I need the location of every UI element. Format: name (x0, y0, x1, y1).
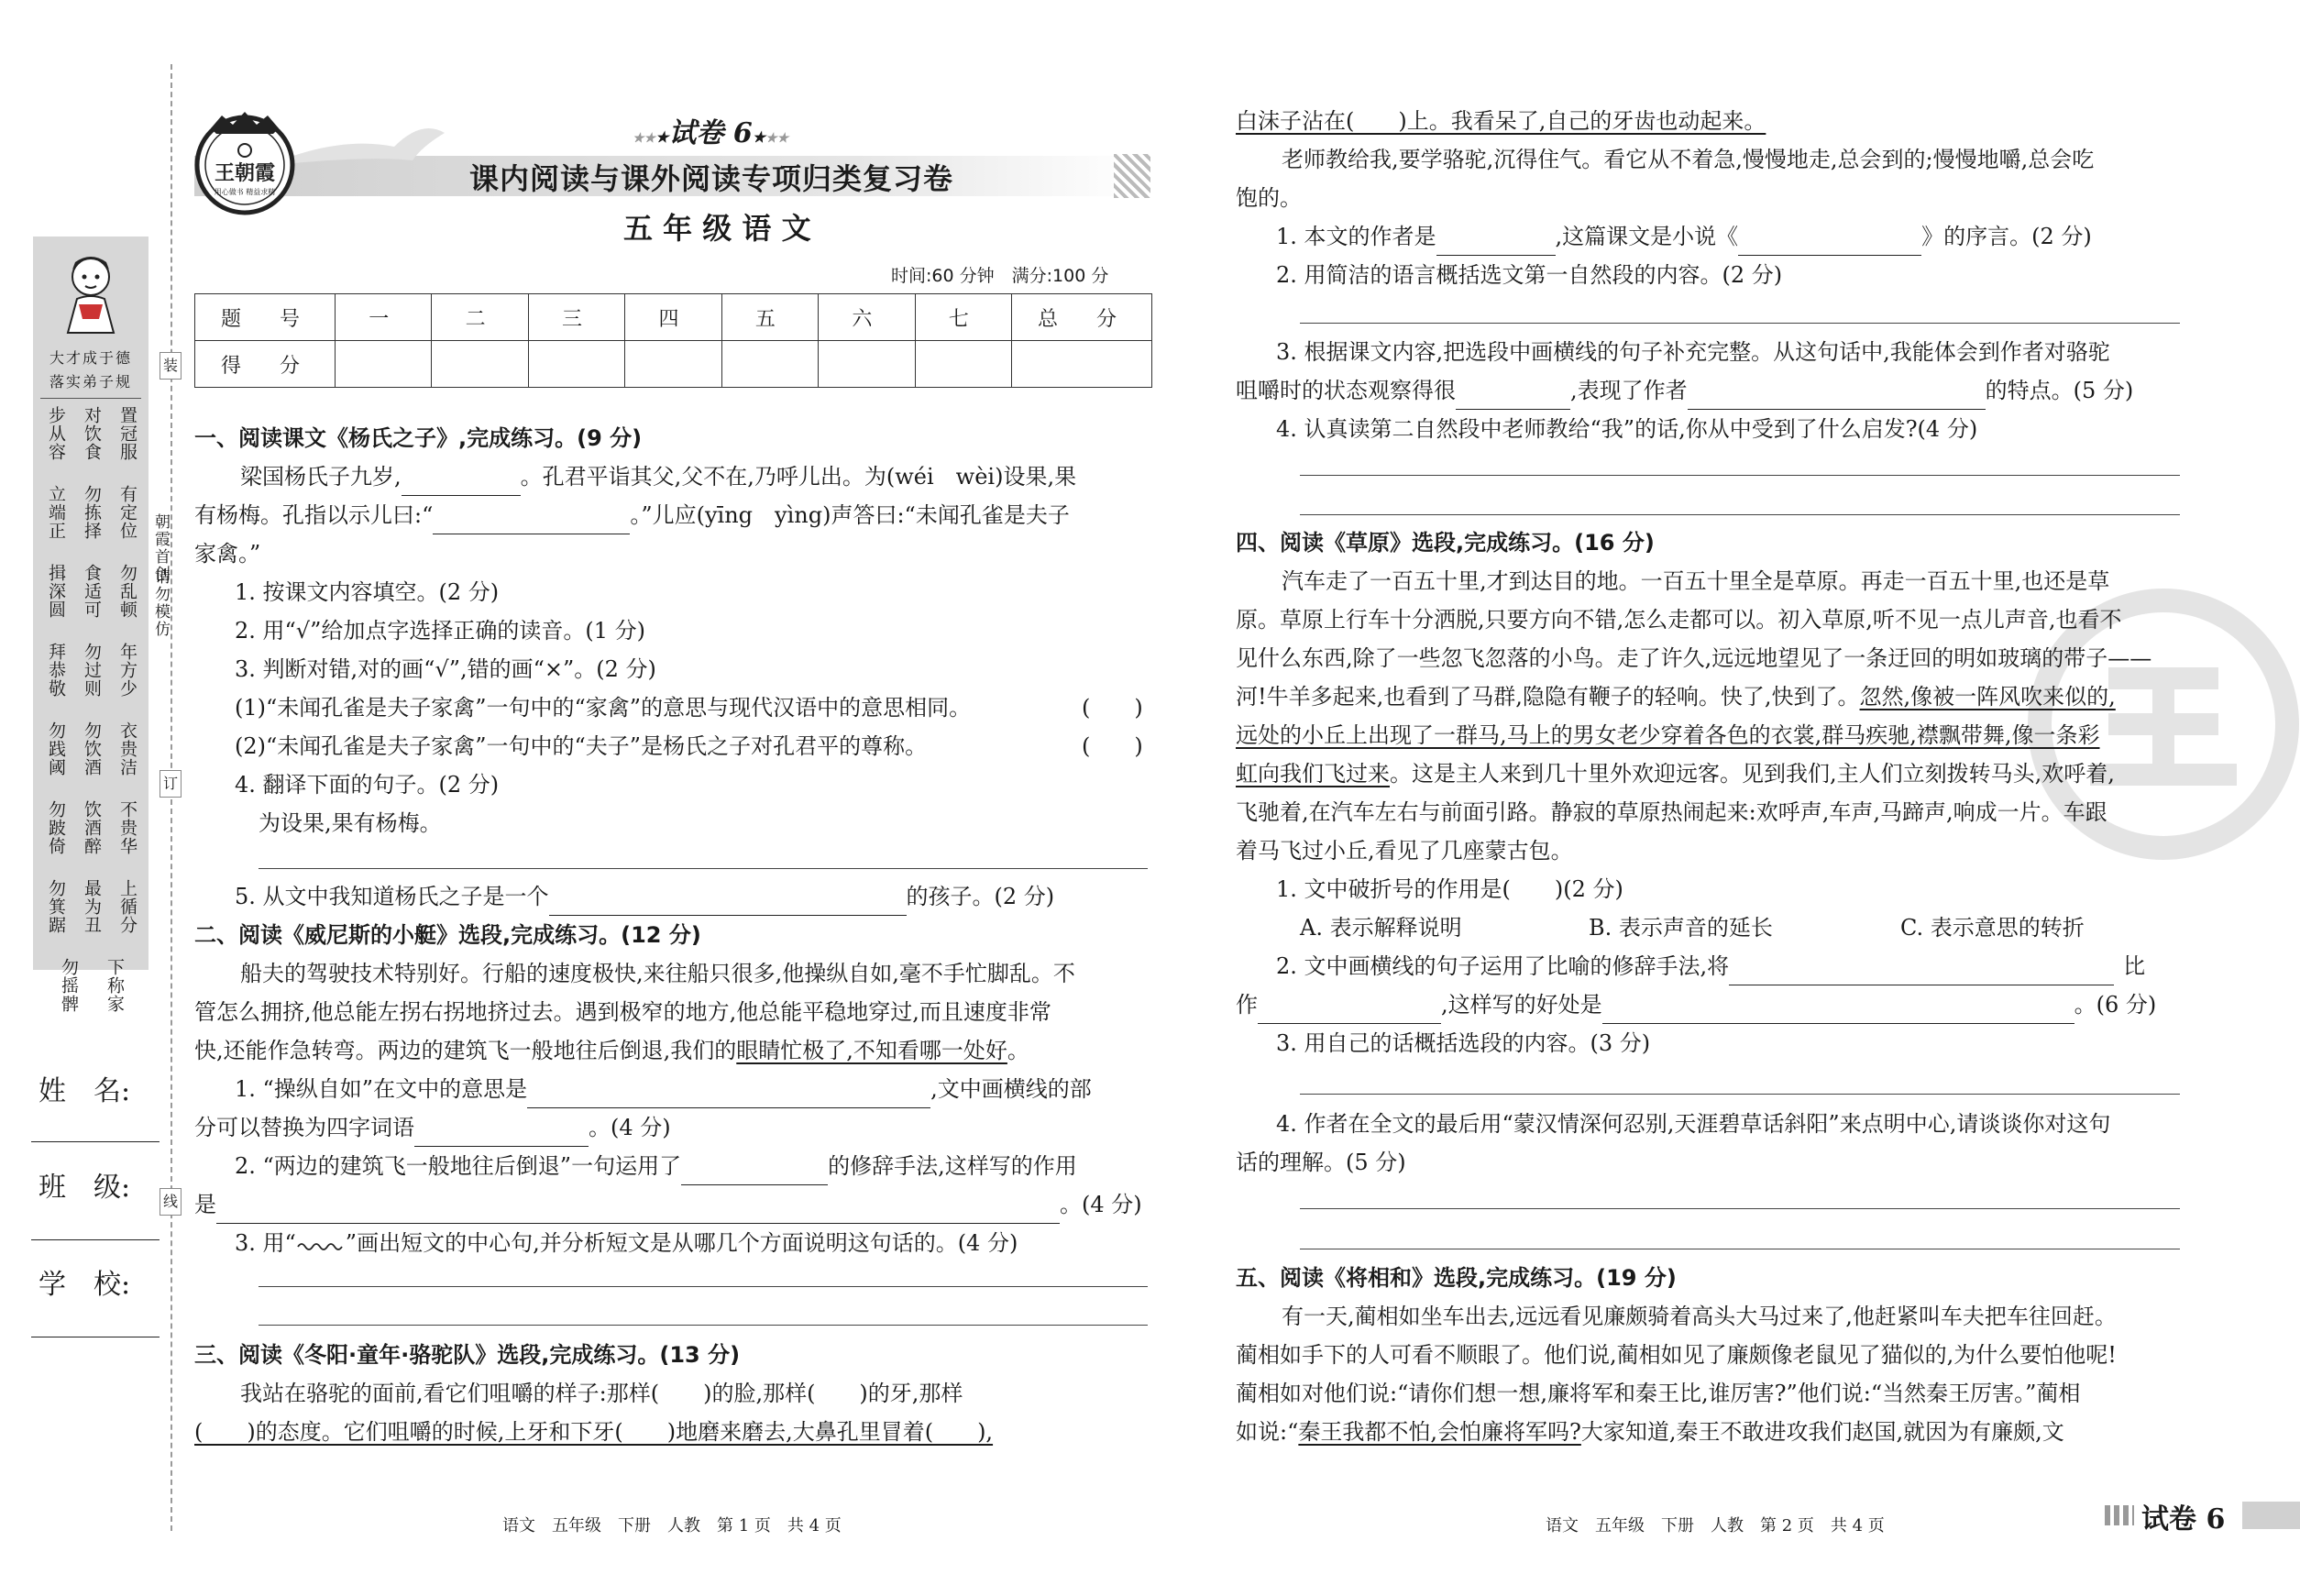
question-text: 5. 从文中我知道杨氏之子是一个 (235, 884, 549, 909)
sidebar-panel (33, 237, 149, 1013)
rule-text: 勿践阈 (46, 721, 66, 776)
sec3-q3: 3. 根据课文内容,把选段中画横线的句子补充完整。从这句话中,我能体会到作者对骆驼 (1276, 339, 2110, 365)
sec4-q3: 3. 用自己的话概括选段的内容。(3 分) (1276, 1030, 1651, 1056)
sec1-q2: 2. 用“√”给加点字选择正确的读音。(1 分) (235, 618, 645, 644)
passage-text: 大家知道,秦王不敢进攻我们赵国,就因为有廉颇,文 (1580, 1419, 2064, 1445)
sec1-q1: 1. 按课文内容填空。(2 分) (235, 579, 500, 605)
underlined-sentence: 白沫子沾在( )上。我看呆了,自己的牙齿也动起来。 (1236, 108, 1766, 134)
rule-text: 下称家 (105, 958, 125, 1013)
rule-text: 揖深圆 (46, 564, 66, 619)
question-text: 的孩子。(2 分) (906, 884, 1055, 909)
passage-text: 快,还能作急转弯。两边的建筑飞一般地往后倒退,我们的 (194, 1038, 737, 1063)
question-text: 2. 文中画横线的句子运用了比喻的修辞手法,将 (1276, 953, 1730, 979)
blank-field[interactable] (433, 506, 630, 534)
rule-text: 不贵华 (117, 800, 138, 855)
sec5-passage-line-1: 有一天,蔺相如坐车出去,远远看见廉颇骑着高头大马过来了,他赶紧叫车夫把车往回赶。 (1282, 1304, 2117, 1329)
answer-line[interactable] (259, 868, 1148, 869)
sec1-q3-item-1: (1)“未闻孔雀是夫子家禽”一句中的“家禽”的意思与现代汉语中的意思相同。 (235, 695, 972, 721)
blank-field[interactable] (1258, 996, 1441, 1024)
sec5-passage-line-3: 蔺相如对他们说:“请你们想一想,廉将军和秦王比,谁厉害?”他们说:“当然秦王厉害。”蔺相 (1236, 1381, 2081, 1406)
score-cell[interactable] (432, 341, 528, 388)
section-3-title: 三、阅读《冬阳·童年·骆驼队》选段,完成练习。(13 分) (194, 1342, 741, 1368)
question-text: 。(4 分) (589, 1115, 671, 1140)
score-cell[interactable] (625, 341, 721, 388)
sec4-q1: 1. 文中破折号的作用是( )(2 分) (1276, 876, 1623, 902)
score-header-cell: 七 (915, 294, 1011, 341)
sec1-q3-item-2: (2)“未闻孔雀是夫子家禽”一句中的“夫子”是杨氏之子对孔君平的尊称。 (235, 733, 928, 759)
sec2-passage-line-1: 船夫的驾驶技术特别好。行船的速度极快,来往船只很多,他操纵自如,毫不手忙脚乱。不 (240, 961, 1075, 986)
vertical-note-1: 朝霞首创 (151, 513, 170, 583)
answer-parentheses[interactable]: ( ) (1082, 733, 1143, 759)
corner-pattern-icon (2105, 1505, 2134, 1525)
sec4-q2-cont (1236, 985, 2156, 1024)
score-header-cell: 四 (625, 294, 721, 341)
passage-text: 有杨梅。孔指以示儿曰:“ (194, 502, 434, 528)
question-text: ”画出短文的中心句,并分析短文是从哪几个方面说明这句话的。(4 分) (345, 1230, 1018, 1256)
sec2-passage-line-2: 管怎么拥挤,他总能左拐右拐地挤过去。遇到极窄的地方,他总能平稳地穿过,而且速度非常 (194, 999, 1051, 1025)
rule-text: 拜恭敬 (46, 643, 66, 698)
blank-field[interactable] (681, 1157, 828, 1185)
banner-pattern-icon (1114, 154, 1150, 198)
left-margin-dashed-line (171, 64, 172, 1531)
rule-text: 勿摇髀 (59, 958, 79, 1013)
sidebar-motto-2: 落实弟子规 (49, 373, 132, 391)
question-text: 2. “两边的建筑飞一般地往后倒退”一句运用了 (235, 1153, 682, 1179)
name-field[interactable] (31, 1141, 160, 1142)
rule-text: 衣贵洁 (117, 721, 138, 776)
sec2-passage-line-3 (194, 1031, 1029, 1070)
sidebar-motto-1: 大才成于德 (49, 349, 132, 367)
paper-number-text: 试卷 6 (668, 117, 753, 149)
wavy-line-icon (296, 1226, 346, 1264)
rule-text: 有定位 (117, 485, 138, 540)
sec2-q1 (235, 1070, 1092, 1108)
answer-line[interactable] (259, 1325, 1148, 1326)
question-text: 作 (1236, 992, 1258, 1018)
rule-text: 对饮食 (82, 406, 102, 461)
logo-badge (191, 108, 299, 216)
sec1-q5 (235, 877, 1054, 916)
rule-text: 饮酒醉 (82, 800, 102, 855)
rule-text: 勿箕踞 (46, 879, 66, 934)
sec3-q1 (1276, 217, 2092, 256)
sec1-passage-line-3: 家禽。” (194, 541, 261, 567)
sec3-passage-line-5: 饱的。 (1236, 185, 1302, 211)
answer-line[interactable] (1300, 1094, 2180, 1095)
rule-text: 步从容 (46, 406, 66, 461)
score-header-cell: 六 (819, 294, 915, 341)
question-text: 是 (194, 1192, 216, 1217)
sec4-option-c[interactable]: C. 表示意思的转折 (1900, 915, 2085, 941)
rule-text: 勿乱顿 (117, 564, 138, 619)
question-text: 。(4 分) (1060, 1192, 1142, 1217)
section-5-title: 五、阅读《将相和》选段,完成练习。(19 分) (1236, 1265, 1677, 1291)
sec4-passage-line-6 (1236, 754, 2115, 793)
rule-text: 上循分 (117, 879, 138, 934)
sec4-passage-line-3: 见什么东西,除了一些忽飞忽落的小鸟。走了许久,远远地望见了一条迂回的明如玻璃的带子—— (1236, 645, 2152, 671)
blank-field[interactable] (402, 468, 521, 496)
sec4-q4: 4. 作者在全文的最后用“蒙汉情深何忍别,天涯碧草话斜阳”来点明中心,请谈谈你对这句 (1276, 1111, 2111, 1137)
corner-bar (2242, 1502, 2300, 1529)
question-text: ,这样写的好处是 (1441, 992, 1602, 1018)
answer-parentheses[interactable]: ( ) (1082, 695, 1143, 721)
sec3-q3-cont (1236, 371, 2133, 410)
score-header-cell: 三 (528, 294, 624, 341)
passage-text: 。”儿应(yīng yìng)声答曰:“未闻孔雀是夫子 (630, 502, 1070, 528)
rule-text: 立端正 (46, 485, 66, 540)
question-text: 比 (2123, 953, 2146, 979)
sec5-passage-line-4 (1236, 1413, 2064, 1451)
passage-text: 。孔君平诣其父,父不在,乃呼儿出。为(wéi wèi)设果,果 (520, 464, 1077, 490)
blank-field[interactable] (1602, 996, 2074, 1024)
class-field[interactable] (31, 1239, 160, 1240)
answer-line[interactable] (259, 1286, 1148, 1287)
answer-line[interactable] (1300, 514, 2180, 515)
sec4-passage-line-8: 着马飞过小丘,看见了几座蒙古包。 (1236, 838, 1573, 864)
blank-field[interactable] (1456, 381, 1570, 410)
passage-text: 河!牛羊多起来,也看到了马群,隐隐有鞭子的轻响。快了,快到了。 (1236, 684, 1860, 710)
blank-field[interactable] (1688, 381, 1986, 410)
score-cell[interactable] (721, 341, 818, 388)
rule-text: 勿跛倚 (46, 800, 66, 855)
sec2-q2-cont (194, 1185, 1142, 1224)
corner-paper-number: 试卷 6 (2141, 1503, 2226, 1535)
score-header-cell: 五 (721, 294, 818, 341)
question-text: 的修辞手法,这样写的作用 (828, 1153, 1077, 1179)
sec2-q2 (235, 1147, 1077, 1185)
rule-text: 食适可 (82, 564, 102, 619)
passage-text: 如说:“ (1236, 1419, 1299, 1445)
svg-text:用心做书 精益求精: 用心做书 精益求精 (214, 188, 276, 196)
ribbon-icon (293, 110, 449, 178)
time-score: 时间:60 分钟 满分:100 分 (891, 266, 1109, 286)
sec1-q3: 3. 判断对错,对的画“√”,错的画“×”。(2 分) (235, 656, 656, 682)
name-label: 姓 名: (39, 1075, 131, 1107)
question-text: ,这篇课文是小说《 (1555, 224, 1739, 249)
sec5-passage-line-2: 蔺相如手下的人可看不顺眼了。他们说,蔺相如见了廉颇像老鼠见了猫似的,为什么要怕他呢! (1236, 1342, 2117, 1368)
question-text: 分可以替换为四字词语 (194, 1115, 414, 1140)
sec2-q1-cont (194, 1108, 671, 1147)
underlined-sentence: 忽然,像被一阵风吹来似的, (1859, 684, 2116, 710)
vertical-note-2: 请勿模仿 (151, 568, 170, 638)
blank-field[interactable] (1738, 227, 1921, 256)
blank-field[interactable] (414, 1118, 589, 1147)
score-table-score-row (195, 341, 1152, 388)
sec3-passage-line-3 (1236, 102, 1766, 140)
question-text: 1. “操纵自如”在文中的意思是 (235, 1076, 528, 1102)
sec3-q2: 2. 用简洁的语言概括选文第一自然段的内容。(2 分) (1276, 262, 1783, 288)
section-2-title: 二、阅读《威尼斯的小艇》选段,完成练习。(12 分) (194, 922, 701, 948)
sec1-q4-sentence: 为设果,果有杨梅。 (259, 810, 442, 836)
corner-tab (2105, 1494, 2300, 1535)
rule-text: 年方少 (117, 643, 138, 698)
sidebar-divider (40, 398, 141, 399)
question-text: ,表现了作者 (1570, 378, 1688, 403)
passage-text: 。这是主人来到几十里外欢迎远客。见到我们,主人们立刻拨转马头,欢呼着, (1390, 761, 2115, 787)
blank-field[interactable] (1729, 957, 2114, 985)
score-cell[interactable] (528, 341, 624, 388)
sec3-passage-line-4: 老师教给我,要学骆驼,沉得住气。看它从不着急,慢慢地走,总会到的;慢慢地嚼,总会吃 (1282, 147, 2095, 172)
rule-text: 最为丑 (82, 879, 102, 934)
mascot-icon (51, 246, 130, 337)
sec1-passage-line-2 (194, 496, 1070, 534)
class-label: 班 级: (39, 1172, 131, 1204)
sidebar-rules (46, 406, 138, 1028)
score-cell[interactable] (819, 341, 915, 388)
underlined-sentence: 虹向我们飞过来 (1236, 761, 1390, 787)
sec1-passage-line-1 (240, 457, 1076, 496)
score-header-cell: 总 分 (1012, 294, 1152, 341)
blank-field[interactable] (1436, 227, 1556, 256)
question-text: ,文中画横线的部 (930, 1076, 1092, 1102)
sec4-option-a[interactable]: A. 表示解释说明 (1300, 915, 1462, 941)
question-text: 的特点。(5 分) (1985, 378, 2134, 403)
sec4-q4-cont: 话的理解。(5 分) (1236, 1150, 1406, 1175)
score-table-header-row (195, 294, 1152, 341)
score-cell[interactable] (336, 341, 432, 388)
sec1-q4: 4. 翻译下面的句子。(2 分) (235, 772, 500, 798)
score-header-cell: 题 号 (195, 294, 336, 341)
answer-line[interactable] (1300, 1208, 2180, 1209)
question-text: 1. 本文的作者是 (1276, 224, 1436, 249)
passage-text: 。 (1007, 1038, 1029, 1063)
binding-mark-2: 订 (160, 770, 182, 798)
question-text: 。(6 分) (2074, 992, 2157, 1018)
score-header-cell: 一 (336, 294, 432, 341)
rule-text: 置冠服 (117, 406, 138, 461)
school-label: 学 校: (39, 1269, 131, 1301)
blank-field[interactable] (216, 1195, 1060, 1224)
answer-line[interactable] (1300, 475, 2180, 476)
sec3-passage-line-2: ( )的态度。它们咀嚼的时候,上牙和下牙( )地磨来磨去,大鼻孔里冒着( ), (194, 1419, 994, 1445)
score-cell[interactable] (915, 341, 1011, 388)
binding-mark-1: 装 (160, 352, 182, 380)
rule-text: 勿过则 (82, 643, 102, 698)
section-1-title: 一、阅读课文《杨氏之子》,完成练习。(9 分) (194, 425, 643, 451)
sec4-passage-line-4 (1236, 677, 2116, 716)
sec4-passage-line-2: 原。草原上行车十分洒脱,只要方向不错,怎么走都可以。初入草原,听不见一点儿声音,也看不 (1236, 607, 2122, 633)
footer-right: 语文 五年级 下册 人教 第 2 页 共 4 页 (1546, 1516, 1885, 1535)
binding-mark-3: 线 (160, 1188, 182, 1216)
question-text: 咀嚼时的状态观察得很 (1236, 378, 1456, 403)
score-cell[interactable] (1012, 341, 1152, 388)
underlined-sentence: 眼睛忙极了,不知看哪一处好 (736, 1038, 1007, 1063)
page-subtitle: 五 年 级 语 文 (623, 211, 811, 246)
score-header-cell: 二 (432, 294, 528, 341)
answer-line[interactable] (1300, 323, 2180, 324)
blank-field[interactable] (527, 1080, 930, 1108)
question-text: 》的序言。(2 分) (1921, 224, 2092, 249)
sec3-passage-line-1: 我站在骆驼的面前,看它们咀嚼的样子:那样( )的脸,那样( )的牙,那样 (240, 1381, 963, 1406)
underlined-sentence: 秦王我都不怕,会怕廉将军吗? (1298, 1419, 1581, 1445)
score-table (194, 293, 1152, 388)
score-row-label: 得 分 (195, 341, 336, 388)
sec4-q2 (1276, 947, 2145, 985)
sec4-passage-line-1: 汽车走了一百五十里,才到达目的地。一百五十里全是草原。再走一百五十里,也还是草 (1282, 568, 2110, 594)
sec4-passage-line-7: 飞驰着,在汽车左右与前面引路。静寂的草原热闹起来:欢呼声,车声,马蹄声,响成一片。车跟 (1236, 799, 2107, 825)
section-4-title: 四、阅读《草原》选段,完成练习。(16 分) (1236, 530, 1655, 556)
sec4-option-b[interactable]: B. 表示声音的延长 (1589, 915, 1773, 941)
rule-text: 勿拣择 (82, 485, 102, 540)
sec2-q3 (235, 1224, 1018, 1264)
blank-field[interactable] (549, 887, 907, 916)
sec3-q4: 4. 认真读第二自然段中老师教给“我”的话,你从中受到了什么启发?(4 分) (1276, 416, 1978, 442)
sec4-passage-line-5: 远处的小丘上出现了一群马,马上的男女老少穿着各色的衣裳,群马疾驰,襟飘带舞,像一条彩 (1236, 722, 2100, 748)
rule-text: 勿饮酒 (82, 721, 102, 776)
paper-number: ★★★试卷 6★★★ (633, 117, 789, 149)
svg-text:王朝霞: 王朝霞 (214, 161, 276, 185)
footer-left: 语文 五年级 下册 人教 第 1 页 共 4 页 (502, 1516, 842, 1535)
page-title: 课内阅读与课外阅读专项归类复习卷 (469, 161, 954, 196)
passage-text: 梁国杨氏子九岁, (240, 464, 402, 490)
question-text: 3. 用“ (235, 1230, 296, 1256)
